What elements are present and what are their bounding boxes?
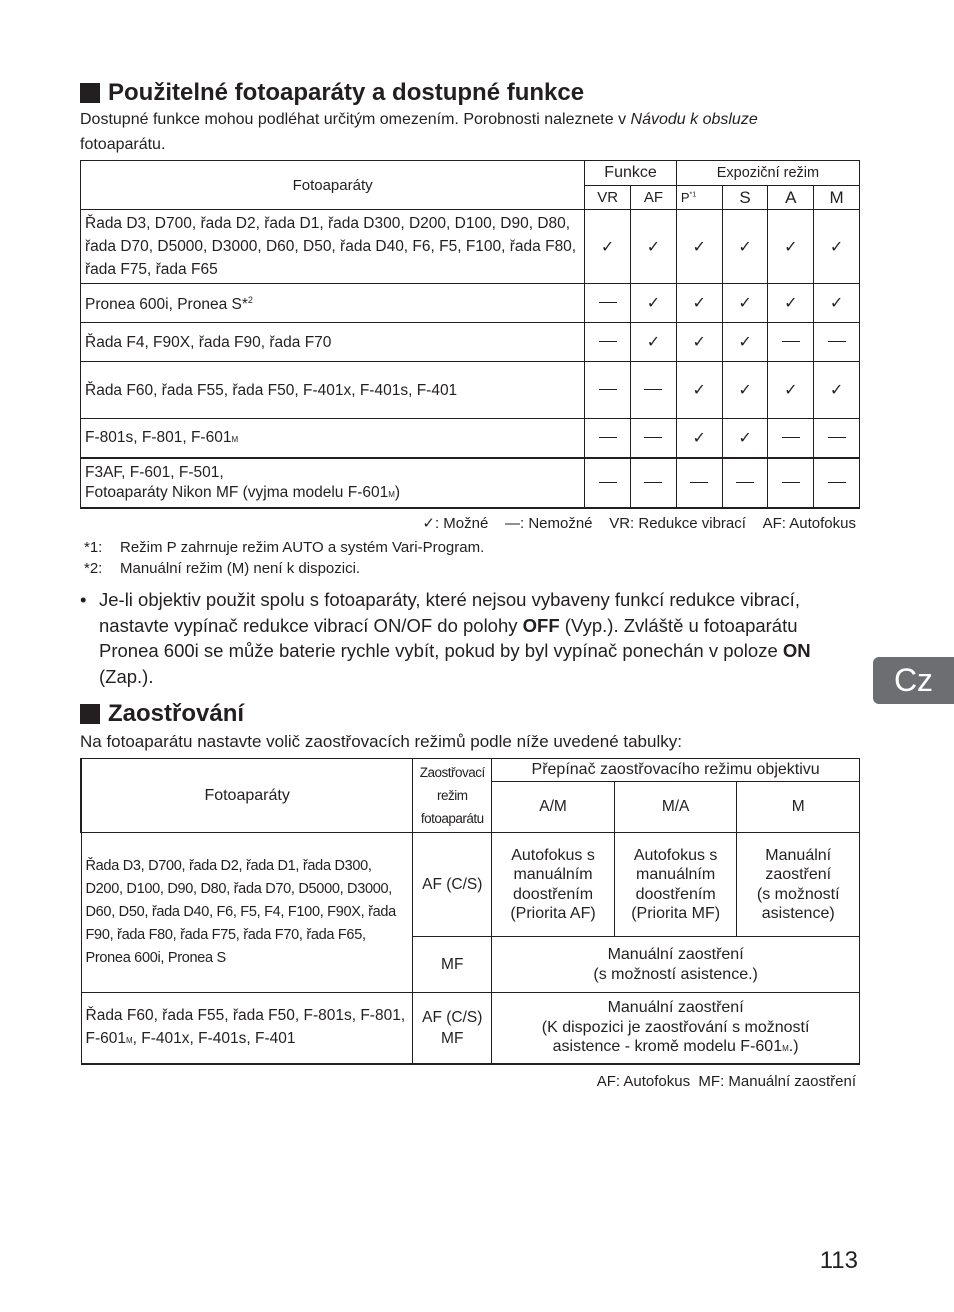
focus-mode-table — [80, 758, 860, 1065]
t2-header-lens-switch: Přepínač zaostřovacího režimu objektivu — [492, 759, 860, 782]
dash-icon — [585, 458, 631, 508]
t2-row2-text: Manuální zaostření (K dispozici je zaostřování s možností asistence - kromě modelu F-601m.) — [492, 993, 860, 1064]
t2-row1-mode-mf: MF — [413, 937, 492, 993]
section2-intro: Na fotoaparátu nastavte volič zaostřovacích režimů podle níže uvedené tabulky: — [80, 732, 682, 751]
check-icon: ✓ — [722, 323, 768, 362]
check-icon: ✓ — [676, 419, 722, 458]
dash-icon — [585, 419, 631, 458]
t2-row1-mode-af: AF (C/S) — [413, 833, 492, 937]
table-row — [81, 210, 860, 284]
header-s: S — [722, 186, 768, 210]
header-p: $P^{*1}$ — [676, 186, 722, 210]
dash-icon — [585, 284, 631, 323]
camera-name: Řada D3, D700, řada D2, řada D1, řada D300, D200, D100, D90, D80, řada D70, D5000, D3000, D60, D50, řada D40, F6, F5, F100, řada F80, řada F75, řada F65 — [81, 210, 585, 284]
check-icon: ✓ — [722, 362, 768, 419]
check-icon: ✓ — [768, 210, 814, 284]
page-number: 113 — [819, 1247, 858, 1274]
dash-icon — [768, 419, 814, 458]
table-row — [81, 419, 860, 458]
table-row — [81, 284, 860, 323]
section-title-focusing: Zaostřování — [80, 700, 244, 728]
t2-row1-mf-text: Manuální zaostření (s možností asistence.) — [492, 937, 860, 993]
dash-icon — [585, 323, 631, 362]
t2-row2-cameras: Řada F60, řada F55, řada F50, F-801s, F-801, F-601m, F-401x, F-401s, F-401 — [81, 993, 413, 1064]
table-row — [81, 458, 860, 508]
t2-header-m: M — [737, 782, 860, 833]
dash-icon — [814, 458, 860, 508]
check-icon: ✓ — [814, 362, 860, 419]
section-title-cameras-functions: Použitelné fotoaparáty a dostupné funkce — [80, 79, 584, 107]
camera-name: Řada F60, řada F55, řada F50, F-401x, F-401s, F-401 — [81, 362, 585, 419]
section-square-icon — [80, 704, 100, 724]
dash-icon — [631, 362, 677, 419]
dash-icon — [814, 419, 860, 458]
check-icon: ✓ — [814, 210, 860, 284]
header-exposure-mode: Expoziční režim — [676, 161, 859, 186]
camera-name: Pronea 600i, Pronea S*$^2$ — [81, 284, 585, 323]
t2-header-camera-mode: Zaostřovací režim fotoaparátu — [413, 759, 492, 833]
check-icon: ✓ — [422, 515, 435, 532]
check-icon: ✓ — [676, 362, 722, 419]
dash-icon — [631, 458, 677, 508]
t2-header-cameras: Fotoaparáty — [81, 759, 413, 833]
header-vr: VR — [585, 186, 631, 210]
check-icon: ✓ — [631, 323, 677, 362]
header-cameras: Fotoaparáty — [81, 161, 585, 210]
t2-row1-m: Manuální zaostření (s možností asistence) — [737, 833, 860, 937]
table1-footnotes: *1: Režim P zahrnuje režim AUTO a systém Vari-Program. *2: Manuální režim (M) není k dispozici. — [84, 539, 485, 577]
camera-name: Řada F4, F90X, řada F90, řada F70 — [81, 323, 585, 362]
t2-row1-ma: Autofokus s manuálním doostřením (Priorita MF) — [614, 833, 737, 937]
camera-functions-table — [80, 160, 860, 509]
check-icon: ✓ — [722, 284, 768, 323]
camera-name: F-801s, F-801, F-601m — [81, 419, 585, 458]
table2-legend: AF: Autofokus MF: Manuální zaostření — [596, 1073, 856, 1090]
dash-icon — [722, 458, 768, 508]
check-icon: ✓ — [768, 362, 814, 419]
t2-row2-mode: AF (C/S) MF — [413, 993, 492, 1064]
language-tab-cz: Cz — [873, 657, 954, 704]
dash-icon — [676, 458, 722, 508]
section-square-icon — [80, 83, 100, 103]
header-m: M — [814, 186, 860, 210]
dash-icon — [768, 458, 814, 508]
table-row — [81, 323, 860, 362]
header-functions: Funkce — [585, 161, 677, 186]
dash-icon — [814, 323, 860, 362]
table1-legend: ✓: Možné —: Nemožné VR: Redukce vibrací AF: Autofokus — [422, 515, 856, 532]
check-icon: ✓ — [676, 323, 722, 362]
vr-bullet-note: • Je-li objektiv použit spolu s fotoaparáty, které nejsou vybaveny funkcí redukce vibrací, nastavte vypínač redukce vibrací ON/OF do polohy OFF (Vyp.). Zvláště u fotoaparátu Pronea 600i se může baterie rychle vybít, pokud by byl vypínač ponechán v poloze ON (Zap.). — [80, 587, 860, 689]
t2-header-am: A/M — [492, 782, 615, 833]
header-a: A — [768, 186, 814, 210]
camera-name: F3AF, F-601, F-501, Fotoaparáty Nikon MF (vyjma modelu F-601m) — [81, 458, 585, 508]
t2-header-ma: M/A — [614, 782, 737, 833]
table-row — [81, 362, 860, 419]
section1-intro: Dostupné funkce mohou podléhat určitým omezením. Porobnosti naleznete v Návodu k obsluze fotoaparátu. — [80, 111, 758, 153]
t2-row1-am: Autofokus s manuálním doostřením (Priorita AF) — [492, 833, 615, 937]
check-icon: ✓ — [722, 419, 768, 458]
check-icon: ✓ — [676, 284, 722, 323]
dash-icon — [585, 362, 631, 419]
check-icon: ✓ — [631, 210, 677, 284]
t2-row1-cameras: Řada D3, D700, řada D2, řada D1, řada D300, D200, D100, D90, D80, řada D70, D5000, D3000, D60, D50, řada D40, F6, F5, F4, F100, F90X, řada F90, řada F80, řada F75, řada F70, řada F65, Pronea 600i, Pronea S — [81, 833, 413, 993]
header-af: AF — [631, 186, 677, 210]
check-icon: ✓ — [585, 210, 631, 284]
bullet-icon: • — [80, 589, 87, 610]
check-icon: ✓ — [814, 284, 860, 323]
check-icon: ✓ — [676, 210, 722, 284]
check-icon: ✓ — [631, 284, 677, 323]
check-icon: ✓ — [722, 210, 768, 284]
check-icon: ✓ — [768, 284, 814, 323]
dash-icon — [768, 323, 814, 362]
dash-icon — [631, 419, 677, 458]
